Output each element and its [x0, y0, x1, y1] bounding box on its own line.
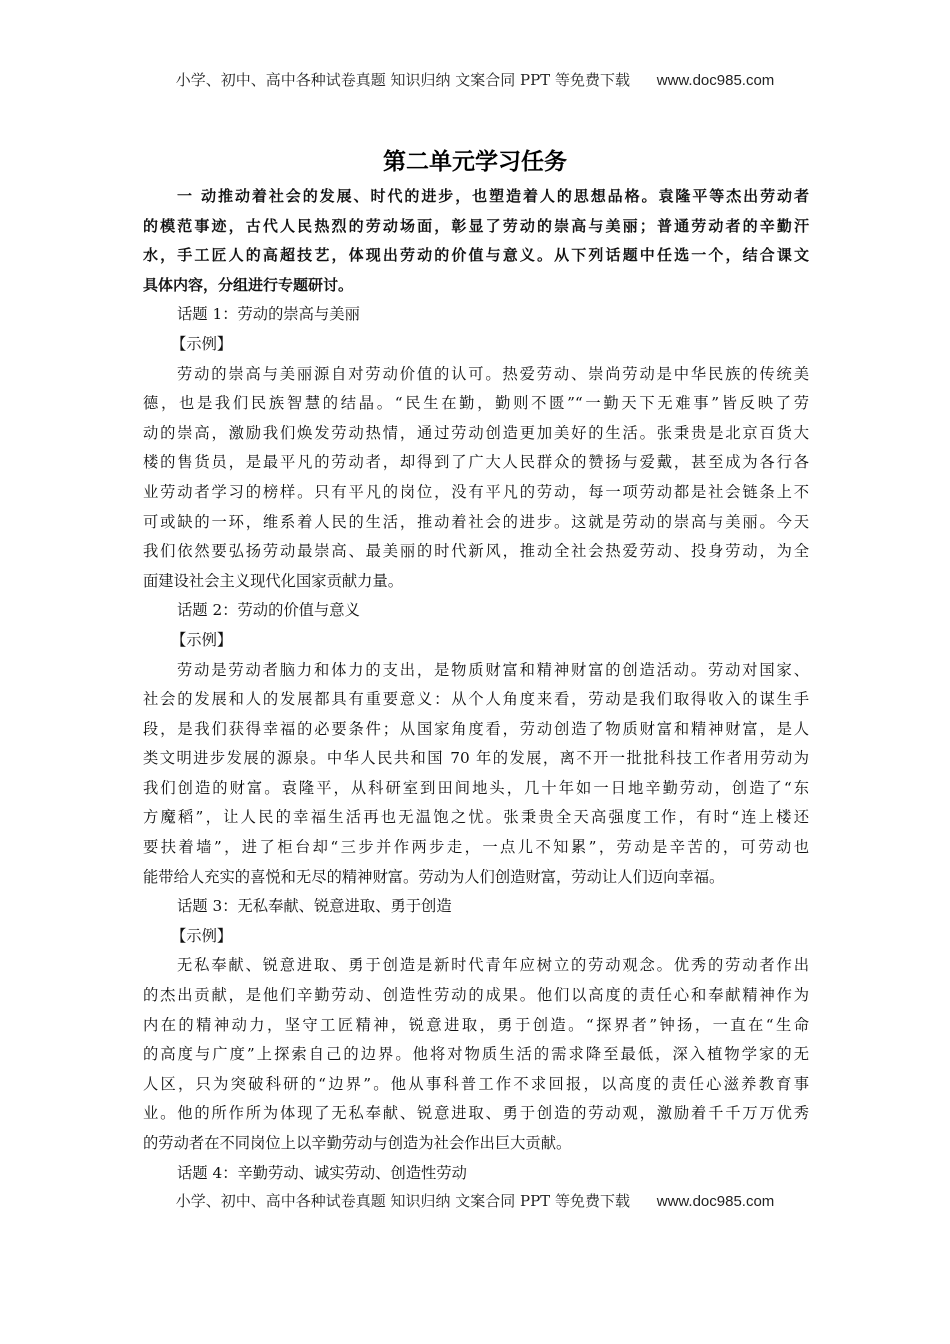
- intro-line: 的模范事迹，古代人民热烈的劳动场面，彰显了劳动的崇高与美丽；普通劳动者的辛勤汗: [143, 216, 809, 235]
- document-body: [143, 182, 809, 1188]
- topic-heading: 话题 2：劳动的价值与意义: [177, 601, 360, 620]
- paragraph-line: 动的崇高，激励我们焕发劳动热情，通过劳动创造更加美好的生活。张秉贵是北京百货大: [143, 423, 809, 442]
- topic-heading: 话题 1：劳动的崇高与美丽: [177, 305, 360, 324]
- paragraph-line: 我们创造的财富。袁隆平，从科研室到田间地头，几十年如一日地辛勤劳动，创造了“东: [143, 778, 809, 797]
- footer-url: www.doc985.com: [656, 1193, 775, 1210]
- paragraph-line: 可或缺的一环，维系着人民的生活，推动着社会的进步。这就是劳动的崇高与美丽。今天: [143, 512, 809, 531]
- paragraph-line: 的高度与广度”上探索自己的边界。他将对物质生活的需求降至最低，深入植物学家的无: [143, 1045, 809, 1064]
- paragraph-line: 的杰出贡献，是他们辛勤劳动、创造性劳动的成果。他们以高度的责任心和奉献精神作为: [143, 986, 809, 1005]
- footer-text: 小学、初中、高中各种试卷真题 知识归纳 文案合同 PPT 等免费下载: [175, 1192, 630, 1210]
- paragraph-line: 业。他的所作所为体现了无私奉献、锐意进取、勇于创造的劳动观，激励着千千万万优秀: [143, 1104, 809, 1123]
- topic-section-2: [143, 596, 809, 892]
- page-header: [0, 69, 950, 90]
- paragraph-line: 的劳动者在不同岗位上以辛勤劳动与创造为社会作出巨大贡献。: [143, 1134, 572, 1152]
- paragraph-line: 劳动的崇高与美丽源自对劳动价值的认可。热爱劳动、崇尚劳动是中华民族的传统美: [177, 364, 809, 383]
- header-text: 小学、初中、高中各种试卷真题 知识归纳 文案合同 PPT 等免费下载: [175, 71, 630, 89]
- paragraph-line: 能带给人充实的喜悦和无尽的精神财富。劳动为人们创造财富，劳动让人们迈向幸福。: [143, 867, 725, 886]
- paragraph-line: 我们依然要弘扬劳动最崇高、最美丽的时代新风，推动全社会热爱劳动、投身劳动，为全: [143, 542, 809, 561]
- paragraph-line: 要扶着墙”，进了柜台却“三步并作两步走，一点儿不知累”，劳动是辛苦的，可劳动也: [143, 838, 809, 857]
- topic-heading: 话题 4：辛勤劳动、诚实劳动、创造性劳动: [177, 1163, 467, 1182]
- paragraph-line: 面建设社会主义现代化国家贡献力量。: [143, 571, 404, 590]
- topic-section-3: [143, 892, 809, 1158]
- paragraph-line: 段，是我们获得幸福的必要条件；从国家角度看，劳动创造了物质财富和精神财富，是人: [143, 719, 809, 738]
- page-footer: [0, 1190, 950, 1211]
- example-label: 【示例】: [171, 926, 233, 945]
- paragraph-line: 业劳动者学习的榜样。只有平凡的岗位，没有平凡的劳动，每一项劳动都是社会链条上不: [143, 482, 809, 501]
- paragraph-line: 德，也是我们民族智慧的结晶。“民生在勤，勤则不匮”“一勤天下无难事”皆反映了劳: [143, 394, 809, 413]
- document-title: 第二单元学习任务: [383, 149, 567, 175]
- topic-section-4: [143, 1159, 809, 1189]
- header-url: www.doc985.com: [656, 72, 775, 89]
- intro-line: 水，手工匠人的高超技艺，体现出劳动的价值与意义。从下列话题中任选一个，结合课文: [143, 246, 809, 265]
- paragraph-line: 无私奉献、锐意进取、勇于创造是新时代青年应树立的劳动观念。优秀的劳动者作出: [177, 956, 809, 975]
- intro-line: 一 动推动着社会的发展、时代的进步，也塑造着人的思想品格。袁隆平等杰出劳动者: [177, 187, 809, 205]
- example-label: 【示例】: [171, 334, 233, 353]
- topic-section-1: [143, 300, 809, 596]
- paragraph-line: 内在的精神动力，坚守工匠精神，锐意进取，勇于创造。“探界者”钟扬，一直在“生命: [143, 1015, 809, 1034]
- paragraph-line: 楼的售货员，是最平凡的劳动者，却得到了广大人民群众的赞扬与爱戴，甚至成为各行各: [143, 453, 809, 472]
- paragraph-line: 类文明进步发展的源泉。中华人民共和国 70 年的发展，离不开一批批科技工作者用劳动为: [143, 749, 809, 768]
- paragraph-line: 劳动是劳动者脑力和体力的支出，是物质财富和精神财富的创造活动。劳动对国家、: [177, 660, 809, 679]
- paragraph-line: 人区，只为突破科研的“边界”。他从事科普工作不求回报，以高度的责任心滋养教育事: [143, 1074, 809, 1093]
- intro-line: 具体内容，分组进行专题研讨。: [143, 275, 354, 294]
- intro-paragraph: [143, 182, 809, 300]
- topic-heading: 话题 3：无私奉献、锐意进取、勇于创造: [177, 897, 452, 916]
- paragraph-line: 社会的发展和人的发展都具有重要意义：从个人角度来看，劳动是我们取得收入的谋生手: [143, 690, 809, 709]
- paragraph-line: 方魔稻”，让人民的幸福生活再也无温饱之忧。张秉贵全天高强度工作，有时“连上楼还: [143, 808, 809, 827]
- example-label: 【示例】: [171, 630, 233, 649]
